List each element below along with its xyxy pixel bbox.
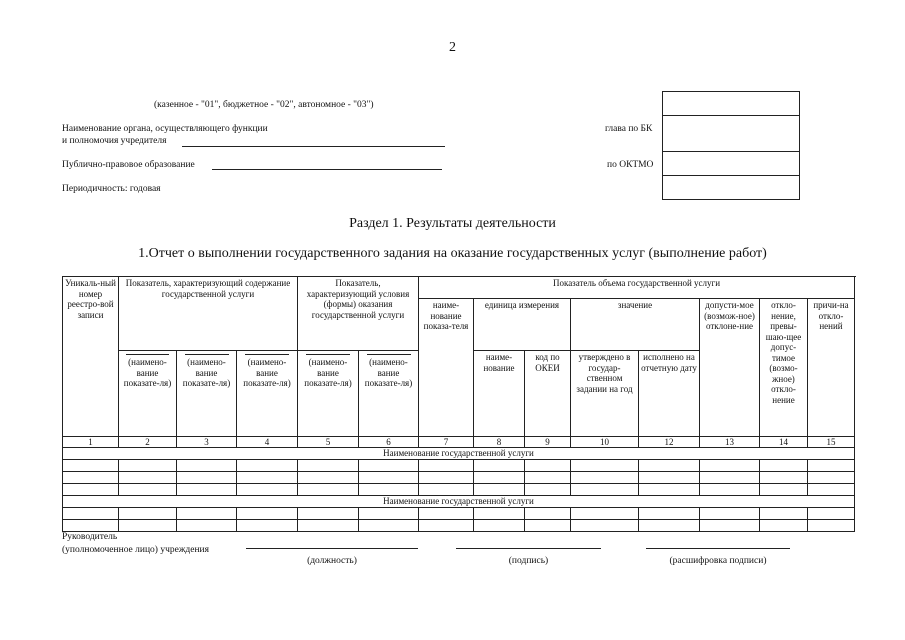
column-number: 8 (474, 437, 525, 448)
oktmo-code-box[interactable] (662, 151, 800, 176)
municipality-field-line[interactable] (212, 169, 442, 170)
service-name-row-1: Наименование государственной услуги (63, 448, 855, 460)
column-number: 4 (237, 437, 298, 448)
subheader-condition-indicator-1: (наимено-вание показате-ля) (298, 351, 359, 437)
position-caption: (должность) (307, 556, 357, 566)
subheader-unit-okei: код по ОКЕИ (525, 351, 571, 437)
founder-field-line[interactable] (182, 146, 445, 147)
table-row (63, 520, 855, 532)
position-field-line[interactable] (246, 548, 418, 549)
header-content-group: Показатель, характеризующий содержание государственной услуги (119, 277, 298, 351)
bk-code-box[interactable] (662, 115, 800, 152)
report-table (62, 276, 855, 532)
founder-label-line1: Наименование органа, осуществляющего функции (62, 124, 268, 134)
subheader-unit-name: наиме-нование (474, 351, 525, 437)
periodicity-code-box[interactable] (662, 175, 800, 200)
column-number: 3 (177, 437, 237, 448)
header-unique-number: Уникаль-ный номер реестро-вой записи (63, 277, 119, 437)
founder-label-line2: и полномочия учредителя (62, 136, 167, 146)
header-reasons: причи-на откло-нений (808, 299, 855, 437)
subheader-value-executed: исполнено на отчетную дату (639, 351, 700, 437)
column-number: 13 (700, 437, 760, 448)
code-box-top[interactable] (662, 91, 800, 116)
table-row (63, 472, 855, 484)
signature-field-line[interactable] (456, 548, 601, 549)
column-number: 1 (63, 437, 119, 448)
decode-field-line[interactable] (646, 548, 790, 549)
institution-type-note: (казенное - "01", бюджетное - "02", автономное - "03") (154, 100, 374, 110)
column-number: 14 (760, 437, 808, 448)
oktmo-label: по ОКТМО (607, 160, 654, 170)
head-label-line1: Руководитель (62, 532, 118, 542)
subheader-content-indicator-1: (наимено-вание показате-ля) (119, 351, 177, 437)
table-row (63, 484, 855, 496)
header-indicator-name: наиме-нование показа-теля (419, 299, 474, 437)
column-number: 15 (808, 437, 855, 448)
periodicity-text: Периодичность: годовая (62, 184, 161, 194)
signature-caption: (подпись) (508, 556, 549, 566)
column-number: 2 (119, 437, 177, 448)
page-number: 2 (449, 40, 456, 55)
header-conditions-group: Показатель, характеризующий условия (формы) оказания государственной услуги (298, 277, 419, 351)
service-name-row-2: Наименование государственной услуги (63, 496, 855, 508)
subheader-content-indicator-3: (наимено-вание показате-ля) (237, 351, 298, 437)
header-value-group: значение (571, 299, 700, 351)
header-unit-group: единица измерения (474, 299, 571, 351)
header-allowed-deviation: допусти-мое (возмож-ное) отклоне-ние (700, 299, 760, 437)
table-row (63, 460, 855, 472)
column-number: 7 (419, 437, 474, 448)
subheader-content-indicator-2: (наимено-вание показате-ля) (177, 351, 237, 437)
column-number: 6 (359, 437, 419, 448)
subheader-condition-indicator-2: (наимено-вание показате-ля) (359, 351, 419, 437)
column-number: 9 (525, 437, 571, 448)
column-number: 10 (571, 437, 639, 448)
head-label-line2: (уполномоченное лицо) учреждения (62, 545, 209, 555)
report-title: 1.Отчет о выполнении государственного задания на оказание государственных услуг (выполнение работ) (138, 246, 767, 261)
column-number: 12 (639, 437, 700, 448)
bk-label: глава по БК (605, 124, 653, 134)
decode-caption: (расшифровка подписи) (669, 556, 767, 566)
subheader-value-approved: утверждено в государ-ственном задании на год (571, 351, 639, 437)
header-volume-group: Показатель объема государственной услуги (419, 277, 855, 299)
header-exceeding-deviation: откло-нение, превы-шаю-щее допус-тимое (возмо-жное) откло-нение (760, 299, 808, 437)
column-number: 5 (298, 437, 359, 448)
section-title: Раздел 1. Результаты деятельности (349, 216, 556, 231)
municipality-label: Публично-правовое образование (62, 160, 195, 170)
table-row (63, 508, 855, 520)
